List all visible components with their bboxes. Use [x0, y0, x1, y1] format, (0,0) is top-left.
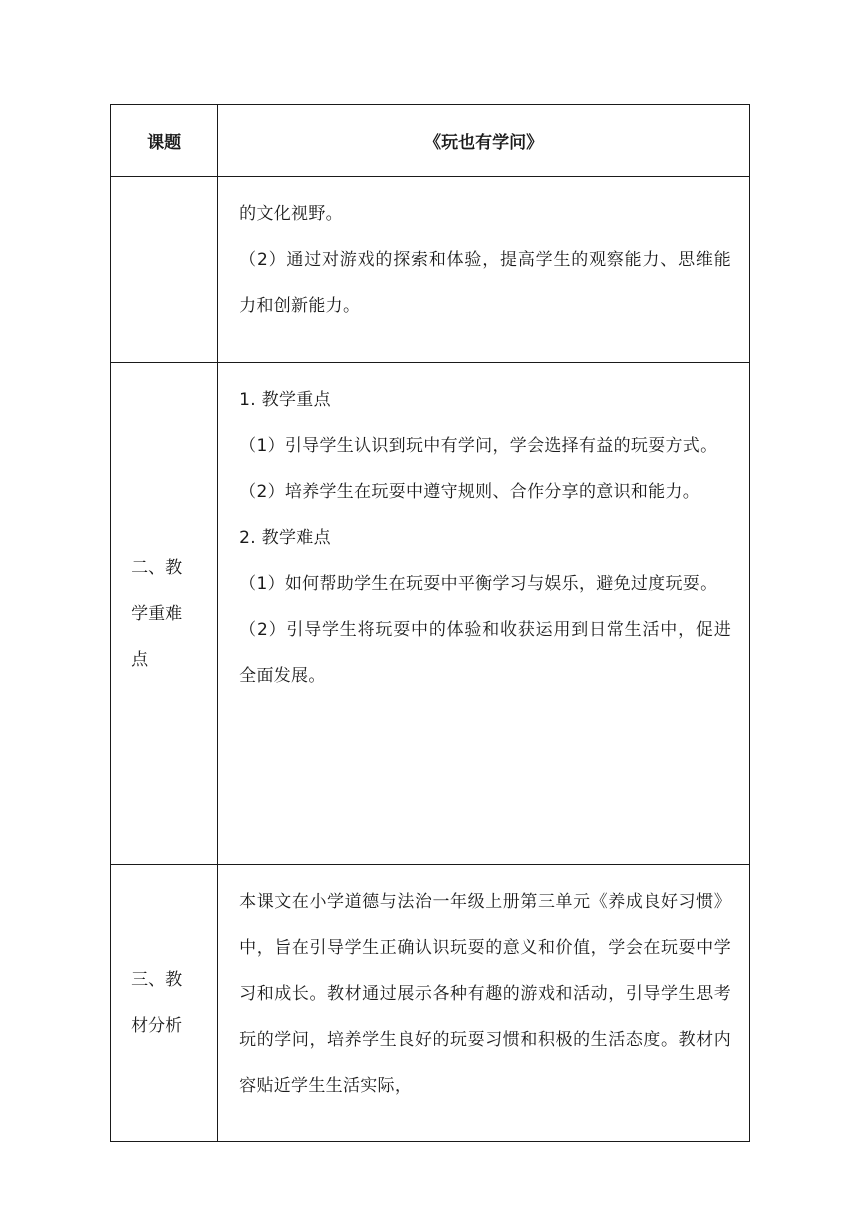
table-row-key-points: [111, 363, 750, 865]
row-label-key-points: 二、教学重难点: [111, 363, 218, 865]
key-points-content: [218, 363, 750, 865]
table-row-textbook-analysis: [111, 865, 750, 1142]
paragraph: （1）如何帮助学生在玩耍中平衡学习与娱乐，避免过度玩耍。: [239, 574, 718, 594]
paragraph: （1）引导学生认识到玩中有学问，学会选择有益的玩耍方式。: [239, 436, 718, 456]
table-header-row: [111, 105, 750, 177]
row-label-textbook-analysis: 三、教材分析: [111, 865, 218, 1142]
objectives-continued-content: [218, 177, 750, 363]
paragraph: 的文化视野。: [239, 204, 343, 224]
paragraph: 2. 教学难点: [239, 528, 331, 548]
table-row-objectives-continued: [111, 177, 750, 363]
paragraph: （2）培养学生在玩耍中遵守规则、合作分享的意识和能力。: [239, 482, 701, 502]
lesson-title: 《玩也有学问》: [218, 105, 750, 177]
textbook-analysis-content: [218, 865, 750, 1142]
paragraph: 本课文在小学道德与法治一年级上册第三单元《养成良好习惯》中，旨在引导学生正确认识玩耍的意义和价值，学会在玩耍中学习和成长。教材通过展示各种有趣的游戏和活动，引导学生思考玩的学问，培养学生良好的玩耍习惯和积极的生活态度。教材内容贴近学生生活实际，: [239, 892, 731, 1096]
lesson-plan-table: [110, 104, 750, 1142]
paragraph: （2）引导学生将玩耍中的体验和收获运用到日常生活中，促进全面发展。: [239, 620, 731, 686]
header-label: 课题: [111, 105, 218, 177]
paragraph: 1. 教学重点: [239, 390, 331, 410]
row-label-empty: [111, 177, 218, 363]
paragraph: （2）通过对游戏的探索和体验，提高学生的观察能力、思维能力和创新能力。: [239, 250, 731, 316]
